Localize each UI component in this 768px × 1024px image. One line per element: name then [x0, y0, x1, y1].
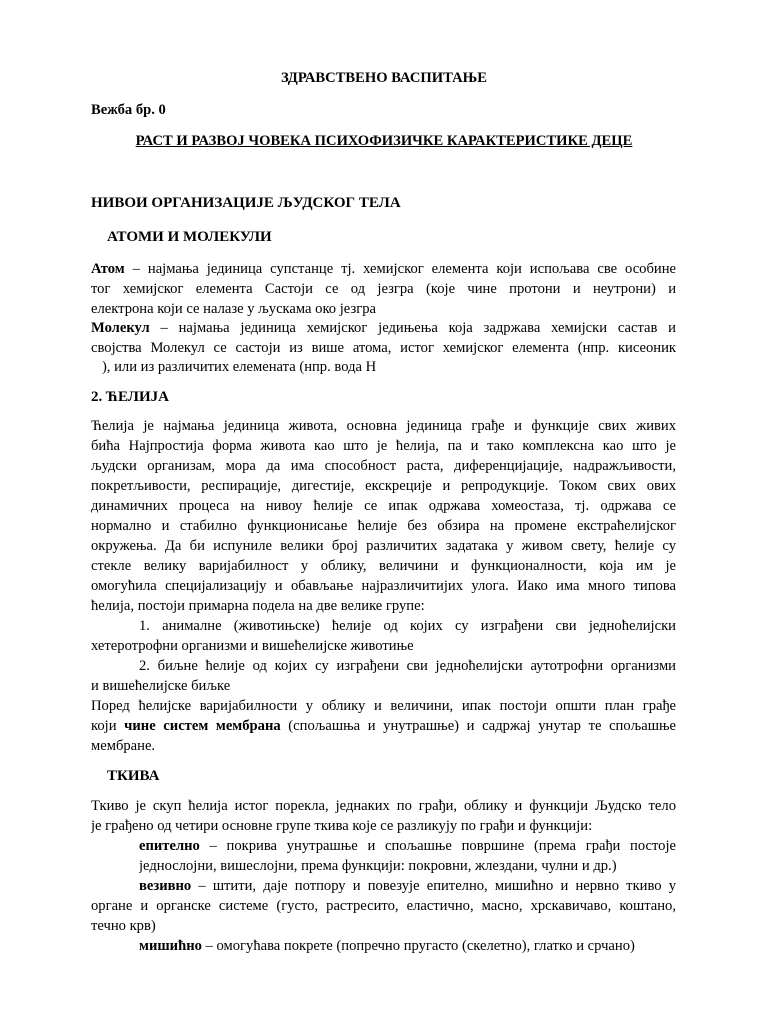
- cell-p2-line-1: Поред ћелијске варијабилности у облику и величини, ипак постоји општи план грађе: [91, 698, 676, 714]
- tissue-connective-cont: органе и органске системе (густо, растресито, еластично, масно, хрскавичаво, коштано,: [91, 898, 676, 914]
- molecule-term: Молекул: [91, 320, 150, 336]
- cell-p1-line: ћелија, постоји примарна подела на две велике групе:: [91, 598, 425, 614]
- cell-list-item-1: 1. анималне (животињске) ћелије од којих су изграђени сви једноћелијски: [139, 618, 676, 634]
- atom-term: Атом: [91, 261, 125, 277]
- epithelial-term: епително: [139, 838, 200, 854]
- section-heading-tissue: ТКИВА: [107, 768, 160, 784]
- atom-line-1: Атом – најмања јединица супстанце тј. хемијског елемента који испољава све особине: [91, 261, 676, 277]
- cell-list-item-1-cont: хетеротрофни организми и вишећелијске животиње: [91, 638, 414, 654]
- section-heading-cell: 2. ЋЕЛИЈА: [91, 389, 169, 405]
- tissue-line-1: Ткиво је скуп ћелија истог порекла, једнаких по грађи, облику и функцији Људско тело: [91, 798, 676, 814]
- document-subtitle: РАСТ И РАЗВОЈ ЧОВЕКА ПСИХОФИЗИЧКЕ КАРАКТЕРИСТИКЕ ДЕЦЕ: [135, 133, 633, 149]
- cell-p1-line: нормално и стабилно функционисање ћелије без обзира на промене екстраћелијског: [91, 518, 676, 534]
- cell-list-item-2: 2. биљне ћелије од којих су изграђени сви једноћелијски аутотрофни организми: [139, 658, 676, 674]
- cell-p1-line: динамичних процеса на нивоу ћелије се ипак одржава хомеостаза, тј. одржава се: [91, 498, 676, 514]
- molecule-line-1: Молекул – најмања јединица хемијског једињења која задржава хемијски састав и: [91, 320, 676, 336]
- cell-list-item-2-cont: и вишећелијске биљке: [91, 678, 231, 694]
- tissue-connective-cont-2: течно крв): [91, 918, 156, 934]
- molecule-line-2: својства Молекул се састоји из више атома, истог хемијског елемента (нпр. кисеоник: [91, 340, 676, 356]
- muscle-term: мишићно: [139, 938, 202, 954]
- tissue-muscle: мишићно – омогућава покрете (попречно пругасто (скелетно), глатко и срчано): [139, 938, 635, 954]
- cell-p2-line-2: који чине систем мембрана (спољашња и унутрашње) и садржај унутар те спољашње: [91, 718, 676, 734]
- tissue-line-2: је грађено од четири основне групе ткива које се разликују по грађи и функцији:: [91, 818, 593, 834]
- cell-p1-line: Ћелија је најмања јединица живота, основна јединица грађе и функције свих живих: [91, 418, 676, 434]
- cell-p1-line: покретљивости, респирације, дигестије, екскреције и репродукције. Током свих ових: [91, 478, 676, 494]
- membrane-system-term: чине систем мембрана: [124, 718, 281, 734]
- tissue-epithelial-cont: једнослојни, вишеслојни, према функцији: покровни, жлездани, чулни и др.): [139, 858, 617, 874]
- connective-term: везивно: [139, 878, 192, 894]
- section-heading-levels: НИВОИ ОРГАНИЗАЦИЈЕ ЉУДСКОГ ТЕЛА: [91, 195, 401, 211]
- cell-p1-line: стекле велику варијабилност у облику, величини и функционалности, која им је: [91, 558, 676, 574]
- section-heading-atoms: АТОМИ И МОЛЕКУЛИ: [107, 229, 272, 245]
- tissue-connective: везивно – штити, даје потпору и повезује епително, мишићно и нервно ткиво у: [139, 878, 676, 894]
- cell-p1-line: људски организам, мора да има способност раста, диференцијације, надражљивости,: [91, 458, 676, 474]
- cell-p1-line: бића Најпростија форма живота као што је ћелија, па и тако комплексна као што је: [91, 438, 676, 454]
- molecule-line-3: ), или из различитих елемената (нпр. вода H: [91, 359, 377, 375]
- exercise-number: Вежба бр. 0: [91, 102, 166, 118]
- atom-line-2: тог хемијског елемента Састоји се од језгра (које чине протони и неутрони) и: [91, 281, 676, 297]
- cell-p1-line: окружења. Да би испуниле велики број различитих задатака у живом свету, ћелије су: [91, 538, 676, 554]
- atom-line-3: електрона који се налазе у љускама око језгра: [91, 301, 376, 317]
- cell-p2-line-3: мембране.: [91, 738, 156, 754]
- cell-p1-line: омогућила специјализацију и обављање најразличитијих улога. Иако има много типова: [91, 578, 676, 594]
- document-title: ЗДРАВСТВЕНО ВАСПИТАЊЕ: [280, 70, 488, 86]
- tissue-epithelial: епително – покрива унутрашње и спољашње површине (према грађи постоје: [139, 838, 676, 854]
